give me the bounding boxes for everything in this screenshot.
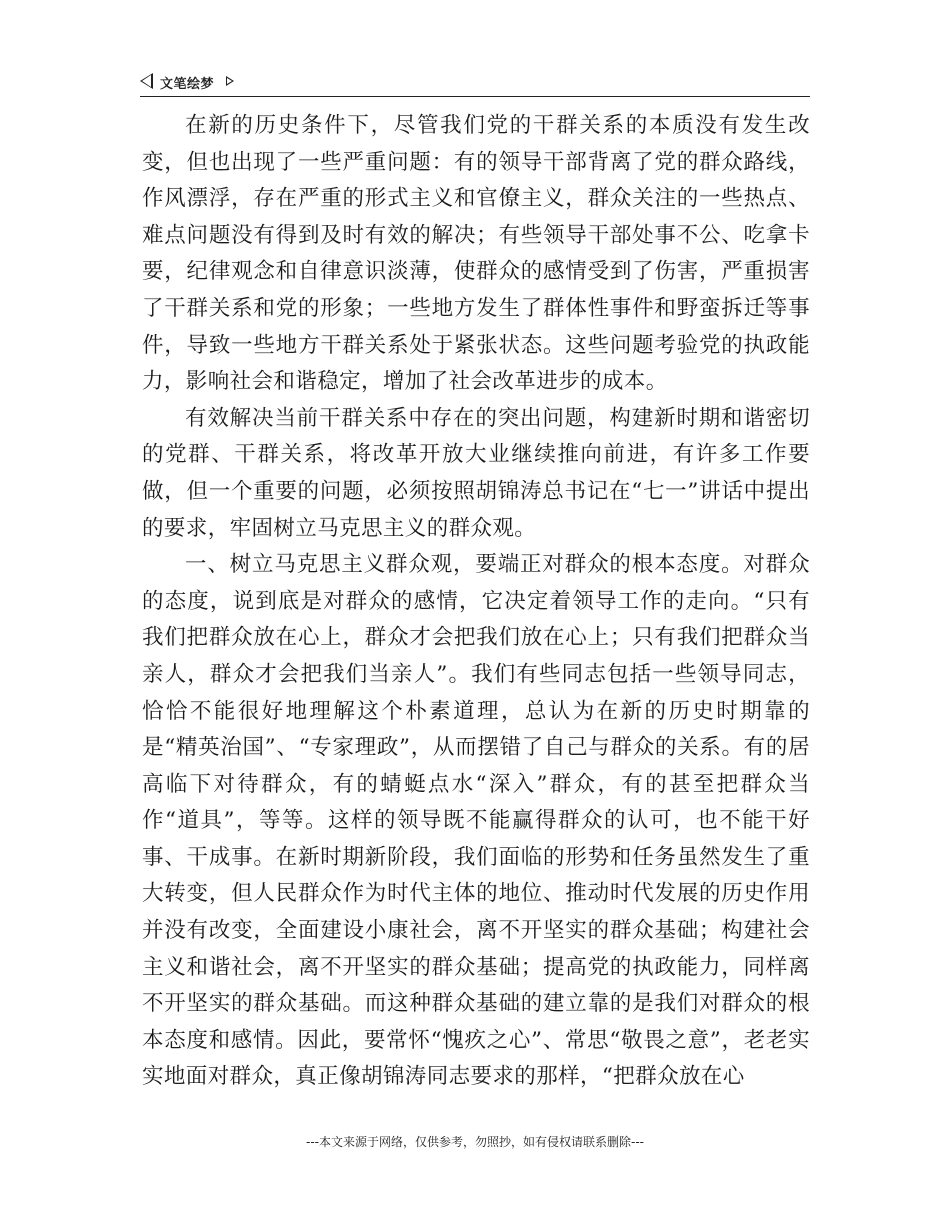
paragraph: 一、树立马克思主义群众观，要端正对群众的根本态度。对群众的态度，说到底是对群众的感情，它决定着领导工作的走向。“只有我们把群众放在心上，群众才会把我们放在心上；只有我们把群众当亲人，群众才会把我们当亲人”。我们有些同志包括一些领导同志，恰恰不能很好地理解这个朴素道理，总认为在新的历史时期靠的是“精英治国”、“专家理政”，从而摆错了自己与群众的关系。有的居高临下对待群众，有的蜻蜓点水“深入”群众，有的甚至把群众当作“道具”，等等。这样的领导既不能赢得群众的认可，也不能干好事、干成事。在新时期新阶段，我们面临的形势和任务虽然发生了重大转变，但人民群众作为时代主体的地位、推动时代发展的历史作用并没有改变，全面建设小康社会，离不开坚实的群众基础；构建社会主义和谐社会，离不开坚实的群众基础；提高党的执政能力，同样离不开坚实的群众基础。而这种群众基础的建立靠的是我们对群众的根本态度和感情。因此，要常怀“愧疚之心”、常思“敬畏之意”，老老实实地面对群众，真正像胡锦涛同志要求的那样，“把群众放在心 <box>142 552 810 1090</box>
triangle-right-icon <box>226 76 234 86</box>
page-footer: ---本文来源于网络，仅供参考，勿照抄，如有侵权请联系删除--- <box>306 1135 644 1149</box>
page-header <box>140 70 810 97</box>
paragraph: 有效解决当前干群关系中存在的突出问题，构建新时期和谐密切的党群、干群关系，将改革开放大业继续推向前进，有许多工作要做，但一个重要的问题，必须按照胡锦涛总书记在“七一”讲话中提出的要求，牢固树立马克思主义的群众观。 <box>142 405 810 541</box>
paragraph: 在新的历史条件下，尽管我们党的干群关系的本质没有发生改变，但也出现了一些严重问题：有的领导干部背离了党的群众路线，作风漂浮，存在严重的形式主义和官僚主义，群众关注的一些热点、难点问题没有得到及时有效的解决；有些领导干部处事不公、吃拿卡要，纪律观念和自律意识淡薄，使群众的感情受到了伤害，严重损害了干群关系和党的形象；一些地方发生了群体性事件和野蛮拆迁等事件，导致一些地方干群关系处于紧张状态。这些问题考验党的执政能力，影响社会和谐稳定，增加了社会改革进步的成本。 <box>142 113 810 395</box>
header-brand: 文笔绘梦 <box>160 77 215 92</box>
triangle-left-icon <box>140 73 153 89</box>
document-body <box>142 108 810 1096</box>
